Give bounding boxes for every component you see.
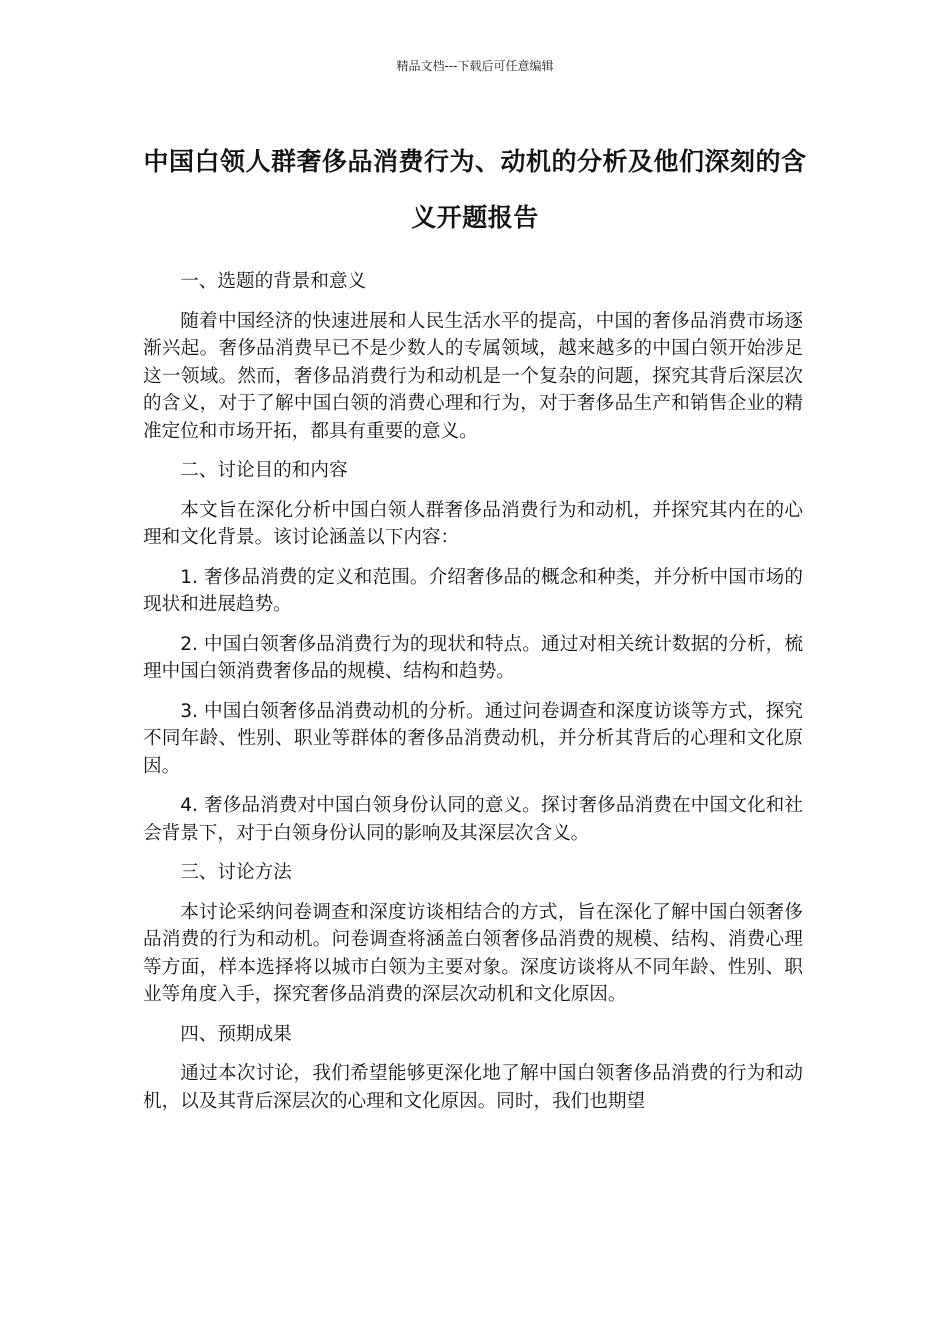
- paragraph-background: 随着中国经济的快速进展和人民生活水平的提高，中国的奢侈品消费市场逐渐兴起。奢侈品消费早已不是少数人的专属领域，越来越多的中国白领开始涉足这一领域。然而，奢侈品消费行为和动机是一个复杂的问题，探究其背后深层次的含义，对于了解中国白领的消费心理和行为，对于奢侈品生产和销售企业的精准定位和市场开拓，都具有重要的意义。: [143, 310, 803, 442]
- section-heading-background: 一、选题的背景和意义: [180, 271, 367, 292]
- document-title: 中国白领人群奢侈品消费行为、动机的分析及他们深刻的含义开题报告: [143, 147, 807, 232]
- paragraph-purpose-intro: 本文旨在深化分析中国白领人群奢侈品消费行为和动机，并探究其内在的心理和文化背景。该讨论涵盖以下内容：: [143, 499, 803, 548]
- list-item-motivation: 3. 中国白领奢侈品消费动机的分析。通过问卷调查和深度访谈等方式，探究不同年龄、性别、职业等群体的奢侈品消费动机，并分析其背后的心理和文化原因。: [143, 700, 803, 777]
- paragraph-results: 通过本次讨论，我们希望能够更深化地了解中国白领奢侈品消费的行为和动机，以及其背后深层次的心理和文化原因。同时，我们也期望: [143, 1063, 803, 1112]
- list-item-identity: 4. 奢侈品消费对中国白领身份认同的意义。探讨奢侈品消费在中国文化和社会背景下，对于白领身份认同的影响及其深层次含义。: [143, 795, 803, 844]
- section-heading-results: 四、预期成果: [180, 1023, 292, 1045]
- document-body: [143, 268, 803, 1127]
- paragraph-method: 本讨论采纳问卷调查和深度访谈相结合的方式，旨在深化了解中国白领奢侈品消费的行为和动机。问卷调查将涵盖白领奢侈品消费的规模、结构、消费心理等方面，样本选择将以城市白领为主要对象。深度访谈将从不同年龄、性别、职业等角度入手，探究奢侈品消费的深层次动机和文化原因。: [143, 901, 803, 1005]
- section-heading-method: 三、讨论方法: [180, 862, 292, 883]
- list-item-definition: 1. 奢侈品消费的定义和范围。介绍奢侈品的概念和种类，并分析中国市场的现状和进展趋势。: [143, 566, 803, 615]
- list-item-behavior: 2. 中国白领奢侈品消费行为的现状和特点。通过对相关统计数据的分析，梳理中国白领消费奢侈品的规模、结构和趋势。: [143, 633, 803, 682]
- header-note: 精品文档---下载后可任意编辑: [396, 59, 554, 73]
- section-heading-purpose: 二、讨论目的和内容: [180, 460, 348, 481]
